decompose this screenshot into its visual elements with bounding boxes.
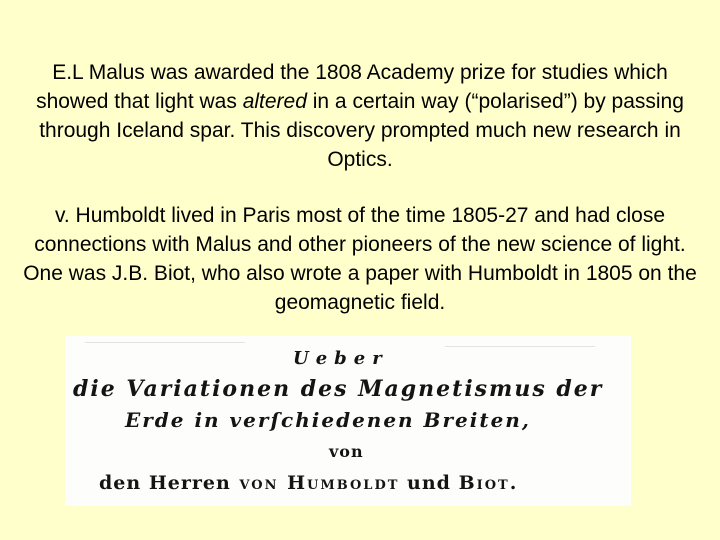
scan-herren: Herren xyxy=(148,472,231,494)
scan-title-von: von xyxy=(329,442,364,461)
scan-von: von xyxy=(230,472,288,494)
historical-title-scan xyxy=(65,336,631,506)
scan-title-ueber: Ueber xyxy=(293,348,389,369)
humboldt-paragraph: v. Humboldt lived in Paris most of the time 1805-27 and had close connections with Malus and other pioneers of the new science of light. One was J.B. Biot, who also wrote a paper with Humboldt in 1805 on the geomagnetic field. xyxy=(23,204,697,314)
scan-biot: Biot. xyxy=(458,472,519,494)
scan-authors xyxy=(99,472,631,494)
malus-paragraph xyxy=(20,58,700,174)
scan-artifact-line xyxy=(445,346,595,347)
scan-title-variationen: die Variationen des Magnetismus der xyxy=(73,376,604,402)
malus-text-start: E.L Malus was awarded the 1808 Academy prize for studies which showed that light was xyxy=(36,61,668,113)
scan-title-erde: Erde in verſchiedenen Breiten, xyxy=(125,408,531,432)
scan-den: den xyxy=(99,472,149,494)
scan-humboldt: Humboldt xyxy=(287,472,400,494)
altered-emphasis: altered xyxy=(242,90,307,113)
scan-artifact-line xyxy=(85,342,245,343)
scan-und: und xyxy=(399,472,459,494)
malus-text-end: in a certain way (“polarised”) by passing through Iceland spar. This discovery prompted much new research in Optics. xyxy=(39,90,684,171)
